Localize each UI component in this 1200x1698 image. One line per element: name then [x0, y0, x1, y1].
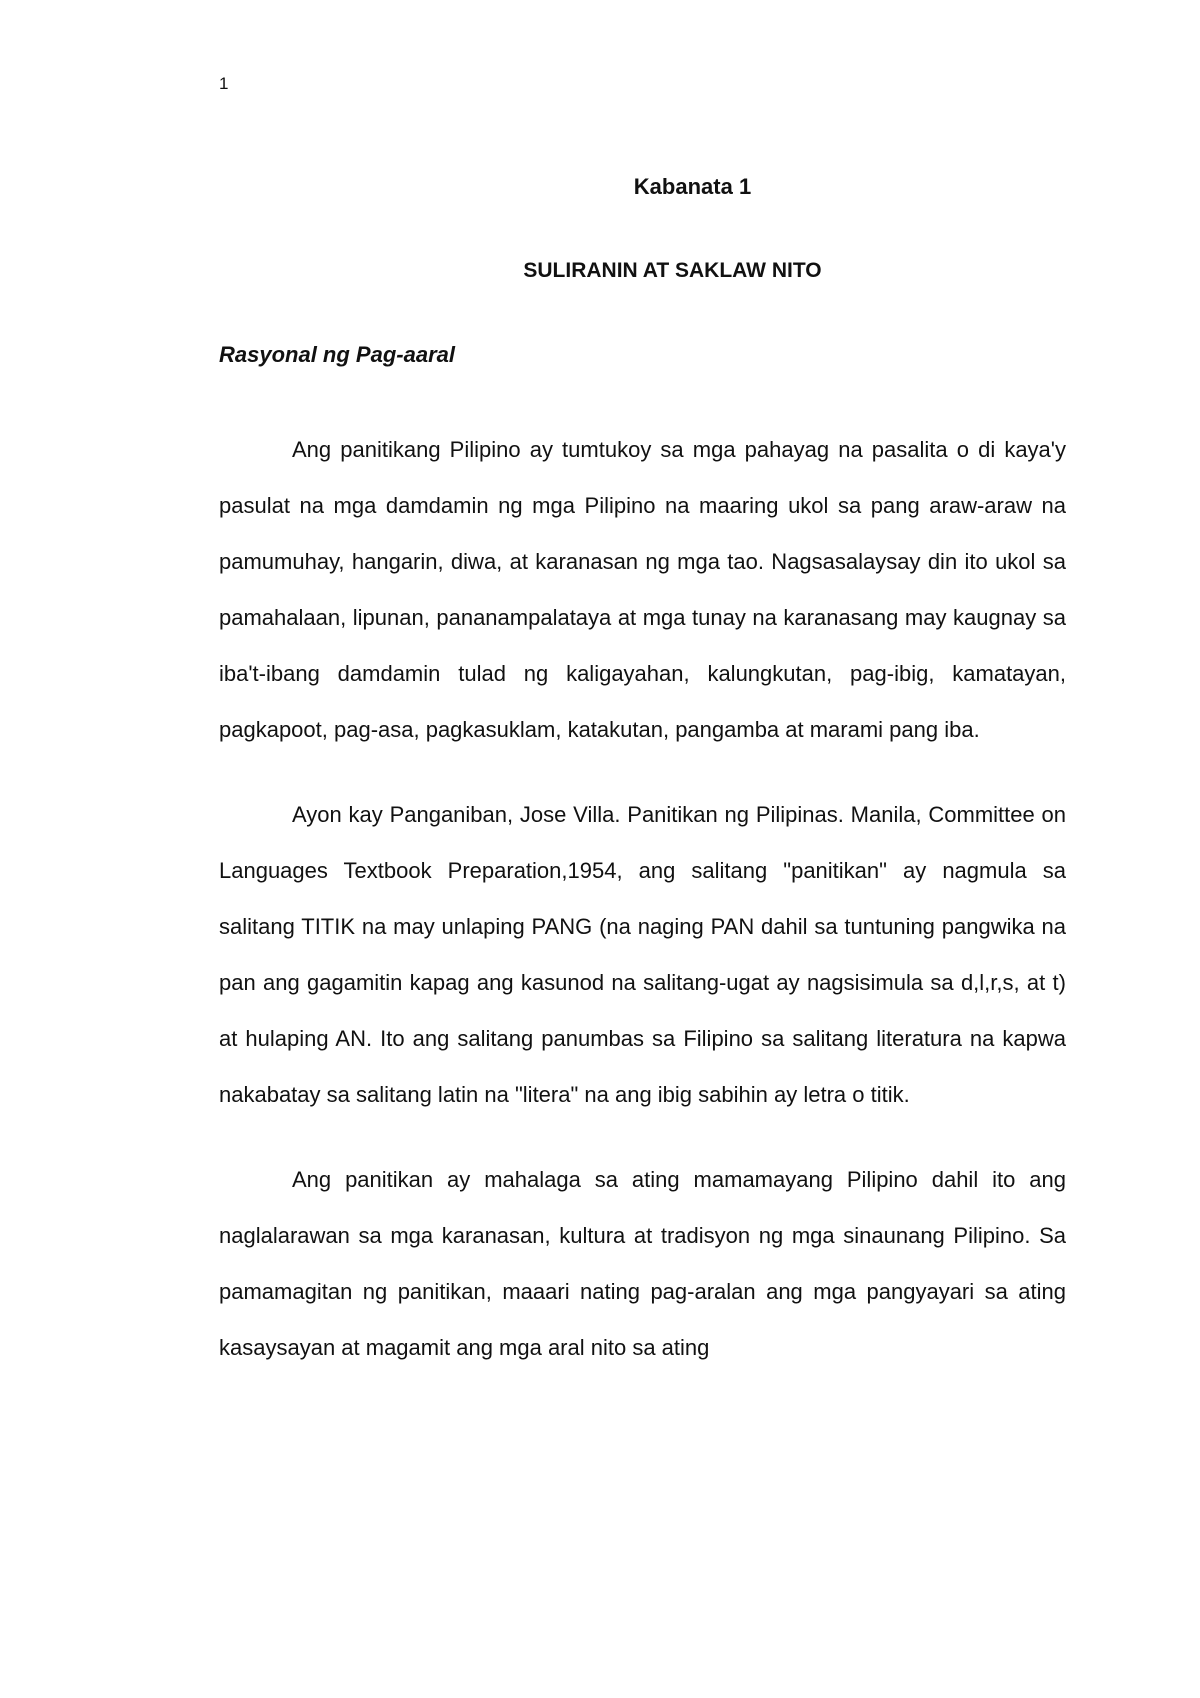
paragraph: Ang panitikang Pilipino ay tumtukoy sa mga pahayag na pasalita o di kaya'y pasulat na mga damdamin ng mga Pilipino na maaring ukol sa pang araw-araw na pamumuhay, hangarin, diwa, at karanasan ng mga tao. Nagsasalaysay din ito ukol sa pamahalaan, lipunan, pananampalataya at mga tunay na karanasang may kaugnay sa iba't-ibang damdamin tulad ng kaligayahan, kalungkutan, pag-ibig, kamatayan, pagkapoot, pag-asa, pagkasuklam, katakutan, pangamba at marami pang iba. [219, 437, 1066, 742]
paragraph: Ayon kay Panganiban, Jose Villa. Panitikan ng Pilipinas. Manila, Committee on Languages Textbook Preparation,1954, ang salitang "panitikan" ay nagmula sa salitang TITIK na may unlaping PANG (na naging PAN dahil sa tuntuning pangwika na pan ang gagamitin kapag ang kasunod na salitang-ugat ay nagsisimula sa d,l,r,s, at t) at hulaping AN. Ito ang salitang panumbas sa Filipino sa salitang literatura na kapwa nakabatay sa salitang latin na "litera" na ang ibig sabihin ay letra o titik. [219, 802, 1066, 1107]
chapter-title: Kabanata 1 [633, 174, 752, 199]
paragraph: Ang panitikan ay mahalaga sa ating mamamayang Pilipino dahil ito ang naglalarawan sa mga karanasan, kultura at tradisyon ng mga sinaunang Pilipino. Sa pamamagitan ng panitikan, maaari nating pag-aralan ang mga pangyayari sa ating kasaysayan at magamit ang mga aral nito sa ating [219, 1167, 1066, 1360]
page-number: 1 [219, 74, 229, 93]
subheading: Rasyonal ng Pag-aaral [219, 342, 455, 367]
section-title: SULIRANIN AT SAKLAW NITO [523, 259, 822, 282]
body-text [219, 422, 1066, 1405]
